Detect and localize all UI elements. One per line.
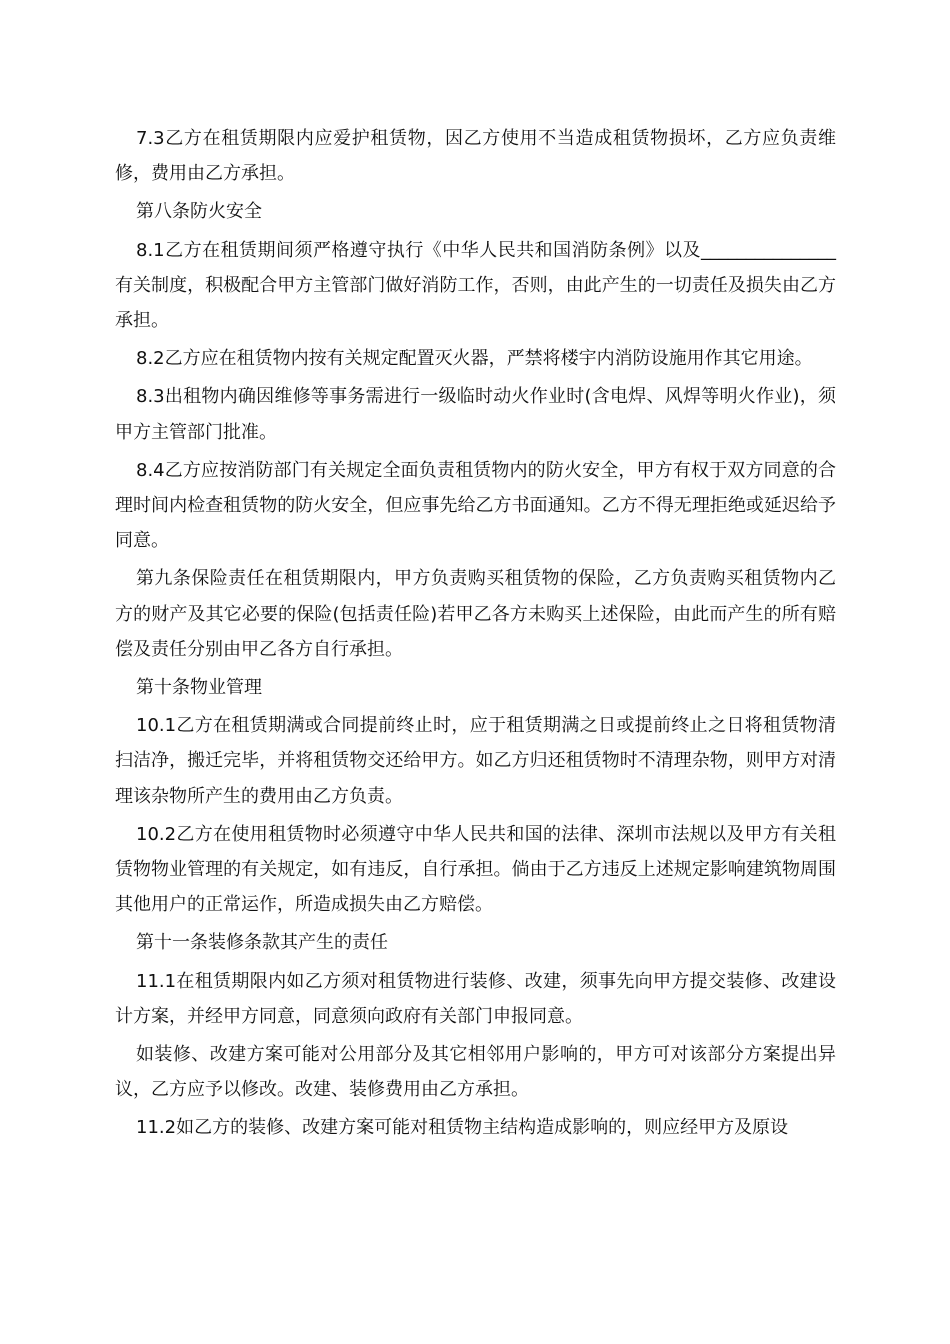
clause-10-2: 10.2乙方在使用租赁物时必须遵守中华人民共和国的法律、深圳市法规以及甲方有关租赁物物业管理的有关规定，如有违反，自行承担。倘由于乙方违反上述规定影响建筑物周围其他用户的正常运作，所造成损失由乙方赔偿。 <box>115 823 836 916</box>
clause-11-1: 11.1在租赁期限内如乙方须对租赁物进行装修、改建，须事先向甲方提交装修、改建设计方案，并经甲方同意，同意须向政府有关部门申报同意。 <box>115 970 836 1027</box>
clause-8-4: 8.4乙方应按消防部门有关规定全面负责租赁物内的防火安全，甲方有权于双方同意的合理时间内检查租赁物的防火安全，但应事先给乙方书面通知。乙方不得无理拒绝或延迟给予同意。 <box>115 459 836 552</box>
clause-7-3: 7.3乙方在租赁期限内应爱护租赁物，因乙方使用不当造成租赁物损坏，乙方应负责维修，费用由乙方承担。 <box>115 128 836 185</box>
clause-8-1: 8.1乙方在租赁期间须严格遵守执行《中华人民共和国消防条例》以及_______________有关制度，积极配合甲方主管部门做好消防工作，否则，由此产生的一切责任及损失由乙方承担。 <box>115 239 836 332</box>
clause-11-1-note: 如装修、改建方案可能对公用部分及其它相邻用户影响的，甲方可对该部分方案提出异议，乙方应予以修改。改建、装修费用由乙方承担。 <box>115 1044 836 1101</box>
article-10-heading: 第十条物业管理 <box>136 677 262 699</box>
clause-10-1: 10.1乙方在租赁期满或合同提前终止时，应于租赁期满之日或提前终止之日将租赁物清扫洁净，搬迁完毕，并将租赁物交还给甲方。如乙方归还租赁物时不清理杂物，则甲方对清理该杂物所产生的费用由乙方负责。 <box>115 715 836 807</box>
clause-8-3: 8.3出租物内确因维修等事务需进行一级临时动火作业时(含电焊、风焊等明火作业)，须甲方主管部门批准。 <box>115 386 836 443</box>
clause-8-2: 8.2乙方应在租赁物内按有关规定配置灭火器，严禁将楼宇内消防设施用作其它用途。 <box>136 348 813 370</box>
article-9-insurance: 第九条保险责任在租赁期限内，甲方负责购买租赁物的保险，乙方负责购买租赁物内乙方的财产及其它必要的保险(包括责任险)若甲乙各方未购买上述保险，由此而产生的所有赔偿及责任分别由甲乙各方自行承担。 <box>115 568 836 660</box>
article-11-heading: 第十一条装修条款其产生的责任 <box>136 932 388 954</box>
clause-11-2: 11.2如乙方的装修、改建方案可能对租赁物主结构造成影响的，则应经甲方及原设 <box>136 1117 789 1139</box>
article-8-heading: 第八条防火安全 <box>136 201 262 223</box>
